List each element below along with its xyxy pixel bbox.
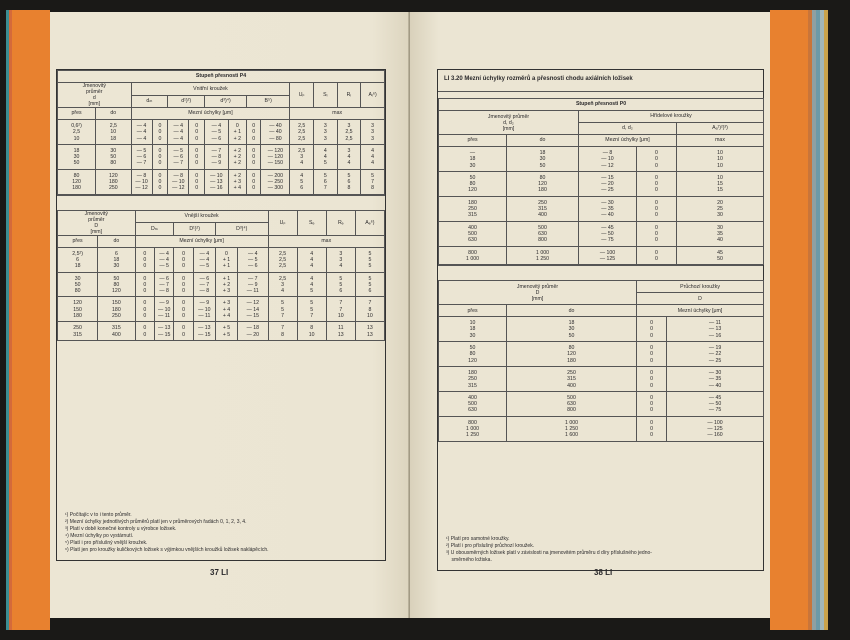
table-cell: 0 0 0 bbox=[637, 317, 667, 342]
footnote: směrného ložiska. bbox=[446, 557, 492, 563]
table-row bbox=[439, 196, 764, 221]
table-cell: 1 000 1 250 1 600 bbox=[507, 416, 637, 441]
table-cell: 250 315 bbox=[58, 322, 98, 341]
table-cell: — 6 — 7 — 8 bbox=[193, 272, 215, 297]
table-cell: 3 3 3 bbox=[313, 120, 337, 145]
table-cell: — 7 — 8 — 9 bbox=[205, 144, 229, 169]
left-table-frame bbox=[56, 69, 386, 561]
table-cell: — 13 — 15 bbox=[154, 322, 173, 341]
table-row bbox=[58, 120, 385, 145]
col-header: d¹)²) bbox=[168, 95, 205, 108]
table-cell: 0 0 0 bbox=[135, 247, 154, 272]
nominal-diameter-header: Jmenovitý průměr d, d₂ [mm] bbox=[439, 111, 579, 135]
nominal-diameter-header: Jmenovitý průměr D [mm] bbox=[58, 210, 136, 235]
table-cell: 2,5 10 18 bbox=[96, 120, 131, 145]
table-cell: — 12 — 14 — 15 bbox=[238, 297, 268, 322]
table-cell: — 5 — 6 — 7 bbox=[131, 144, 152, 169]
table-cell: 11 13 bbox=[326, 322, 355, 341]
table-cell: 400 500 630 bbox=[439, 221, 507, 246]
table-cell: + 5 + 5 bbox=[215, 322, 237, 341]
table-row bbox=[439, 366, 764, 391]
table-cell: 180 250 315 bbox=[439, 366, 507, 391]
table-cell: 0 0 0 bbox=[637, 391, 667, 416]
table-cell: 150 180 250 bbox=[98, 297, 135, 322]
table-cell: — 4 — 4 — 4 bbox=[168, 120, 189, 145]
sub-header: D bbox=[637, 293, 764, 305]
table-cell: 5 5 6 bbox=[326, 272, 355, 297]
table-cell: 2,5 2,5 2,5 bbox=[268, 247, 297, 272]
table-cell: 800 1 000 1 250 bbox=[439, 416, 507, 441]
table-cell: — 15 — 20 — 25 bbox=[579, 171, 637, 196]
table-cell: — 18 30 bbox=[439, 147, 507, 172]
table-cell: 2,5 2,5 2,5 bbox=[290, 120, 314, 145]
table-row bbox=[439, 342, 764, 367]
table-cell: 0 0 bbox=[174, 322, 193, 341]
table-cell: 2,5 3 4 bbox=[268, 272, 297, 297]
precision-grade-title: Stupeň přesnosti P0 bbox=[439, 99, 764, 111]
table-cell: 800 1 000 bbox=[439, 246, 507, 265]
table-cell: 6 18 30 bbox=[98, 247, 135, 272]
deviation-header: Mezní úchylky [μm] bbox=[579, 135, 677, 147]
table-cell: 0 0 0 bbox=[189, 144, 205, 169]
table-row bbox=[439, 391, 764, 416]
table-row bbox=[439, 246, 764, 265]
table-cell: + 3 + 4 + 4 bbox=[215, 297, 237, 322]
table-row bbox=[58, 247, 385, 272]
table-cell: — 5 — 6 — 7 bbox=[168, 144, 189, 169]
table-cell: 0 0 0 bbox=[247, 144, 261, 169]
table-cell: 20 25 30 bbox=[677, 196, 764, 221]
table-cell: 13 13 bbox=[355, 322, 384, 341]
table-cell: 18 30 50 bbox=[58, 144, 96, 169]
table-cell: 120 180 250 bbox=[96, 169, 131, 194]
from-header: přes bbox=[58, 235, 98, 247]
col-header: Sₑ bbox=[297, 210, 326, 235]
shaft-ring-table bbox=[438, 98, 764, 265]
table-cell: 10 15 15 bbox=[677, 171, 764, 196]
table-cell: 0 0 0 bbox=[637, 171, 677, 196]
table-cell: 0 0 0 bbox=[637, 416, 667, 441]
table-cell: 80 120 180 bbox=[58, 169, 96, 194]
table-cell: 50 80 120 bbox=[439, 342, 507, 367]
footnote: ²) Platí i pro příslušný průchozí kroužek. bbox=[446, 543, 535, 549]
col-header: B⁵) bbox=[247, 95, 290, 108]
table-cell: — 4 — 5 — 6 bbox=[205, 120, 229, 145]
table-cell: 0 0 0 bbox=[174, 297, 193, 322]
table-cell: 0 0 0 bbox=[637, 147, 677, 172]
table-cell: + 1 + 2 + 3 bbox=[215, 272, 237, 297]
col-header: dₘ bbox=[131, 95, 168, 108]
table-row bbox=[58, 144, 385, 169]
table-cell: 50 80 120 bbox=[439, 171, 507, 196]
table-row bbox=[439, 416, 764, 441]
footnote: ³) Platí v době konečné kontroly u výrobce ložisek. bbox=[65, 526, 177, 532]
footnote: ¹) Platí pro samotné kroužky. bbox=[446, 536, 510, 542]
table-cell: 4 5 6 bbox=[290, 169, 314, 194]
table-cell: 5 5 7 bbox=[297, 297, 326, 322]
from-header: přes bbox=[439, 305, 507, 317]
table-cell: 0 0 0 bbox=[174, 247, 193, 272]
footnote: ³) U obousměrných ložisek platí v závislosti na jmenovitém průměru d díry příslušného jedno- bbox=[446, 550, 652, 556]
table-cell: 4 4 5 bbox=[313, 144, 337, 169]
table-cell: 180 250 315 bbox=[439, 196, 507, 221]
left-page bbox=[50, 12, 409, 618]
table-cell: — 200 — 250 — 300 bbox=[261, 169, 290, 194]
outer-ring-header: Vnější kroužek bbox=[135, 210, 268, 223]
table-cell: 5 5 6 bbox=[355, 272, 384, 297]
table-row bbox=[58, 297, 385, 322]
table-cell: 0 + 1 + 1 bbox=[215, 247, 237, 272]
col-header: Uₚ bbox=[268, 210, 297, 235]
nominal-diameter-header: Jmenovitý průměr d [mm] bbox=[58, 83, 132, 108]
page-number: 37 LI bbox=[210, 568, 229, 577]
table-cell: — 4 — 4 — 5 bbox=[154, 247, 173, 272]
table-cell: — 9 — 10 — 11 bbox=[154, 297, 173, 322]
footnote: ⁴) Mezní úchylky po vystárnutí. bbox=[65, 533, 134, 539]
left-footnotes bbox=[65, 512, 269, 554]
table-cell: 0 0 bbox=[135, 322, 154, 341]
table-cell: 4 4 4 bbox=[297, 247, 326, 272]
from-header: přes bbox=[439, 135, 507, 147]
table-cell: 0,6²) 2,5 10 bbox=[58, 120, 96, 145]
table-cell: 3 4 4 bbox=[337, 144, 361, 169]
right-cover-edge bbox=[770, 10, 832, 630]
table-cell: 30 35 40 bbox=[677, 221, 764, 246]
table-cell: 45 50 bbox=[677, 246, 764, 265]
table-cell: 500 630 800 bbox=[507, 221, 579, 246]
col-header: Sᵢ bbox=[313, 83, 337, 108]
table-cell: 5 6 7 bbox=[313, 169, 337, 194]
col-header: Uₚ bbox=[290, 83, 314, 108]
table-row bbox=[439, 221, 764, 246]
table-cell: 0 0 0 bbox=[152, 169, 168, 194]
col-header: Dₘ bbox=[135, 223, 174, 236]
table-row bbox=[58, 272, 385, 297]
col-header: D¹)²) bbox=[174, 223, 216, 236]
table-cell: — 19 — 22 — 25 bbox=[667, 342, 764, 367]
table-cell: 80 120 180 bbox=[507, 171, 579, 196]
deviation-header: Mezní úchylky [μm] bbox=[637, 305, 764, 317]
col-header: Rₑ bbox=[326, 210, 355, 235]
table-cell: 5 6 8 bbox=[337, 169, 361, 194]
housing-ring-table bbox=[438, 280, 764, 441]
right-footnotes bbox=[446, 536, 652, 564]
footnote: ⁶) Platí jen pro kroužky kuličkových ložisek s výjimkou vnějších kroužků ložisek naklápěcích. bbox=[65, 547, 269, 553]
col-header: Aₐ¹)²)³) bbox=[677, 123, 764, 135]
table-cell: — 100 — 125 — 160 bbox=[667, 416, 764, 441]
outer-ring-table bbox=[57, 210, 385, 341]
table-cell: 10 10 10 bbox=[677, 147, 764, 172]
to-header: do bbox=[507, 135, 579, 147]
table-cell: 7 8 10 bbox=[355, 297, 384, 322]
table-cell: 0 0 0 bbox=[637, 221, 677, 246]
table-cell: 4 4 4 bbox=[361, 144, 385, 169]
to-header: do bbox=[98, 235, 135, 247]
table-cell: 5 5 7 bbox=[268, 297, 297, 322]
table-cell: 10 18 30 bbox=[439, 317, 507, 342]
table-cell: + 2 + 2 + 2 bbox=[228, 144, 246, 169]
page-number: 38 LI bbox=[594, 568, 613, 577]
table-cell: — 13 — 15 bbox=[193, 322, 215, 341]
table-cell: — 45 — 50 — 75 bbox=[579, 221, 637, 246]
table-cell: — 8 — 10 — 12 bbox=[131, 169, 152, 194]
table-cell: 0 0 0 bbox=[135, 297, 154, 322]
table-cell: + 2 + 3 + 4 bbox=[228, 169, 246, 194]
table-cell: 30 50 80 bbox=[96, 144, 131, 169]
col-header: d³)⁴) bbox=[205, 95, 247, 108]
table-row bbox=[58, 169, 385, 194]
table-cell: — 40 — 40 — 80 bbox=[261, 120, 290, 145]
max-header: max bbox=[290, 108, 385, 120]
from-header: přes bbox=[58, 108, 96, 120]
to-header: do bbox=[507, 305, 637, 317]
table-cell: 2,5²) 6 18 bbox=[58, 247, 98, 272]
table-cell: — 10 — 13 — 16 bbox=[205, 169, 229, 194]
nominal-diameter-header: Jmenovitý průměr D [mm] bbox=[439, 281, 637, 305]
table-cell: 0 0 0 bbox=[189, 169, 205, 194]
footnote: ¹) Počítajíc v to i tento průměr. bbox=[65, 512, 132, 518]
table-cell: 0 0 0 bbox=[135, 272, 154, 297]
table-cell: 0 0 0 bbox=[247, 120, 261, 145]
table-cell: 120 150 180 bbox=[58, 297, 98, 322]
deviation-header: Mezní úchylky [μm] bbox=[131, 108, 290, 120]
table-cell: 3 3 3 bbox=[361, 120, 385, 145]
table-cell: 30 50 80 bbox=[58, 272, 98, 297]
to-header: do bbox=[96, 108, 131, 120]
table-cell: 0 0 0 bbox=[152, 144, 168, 169]
footnote: ⁵) Platí i pro příslušný vnější kroužek. bbox=[65, 540, 148, 546]
sub-header: d, d₂ bbox=[579, 123, 677, 135]
table-cell: 50 80 120 bbox=[98, 272, 135, 297]
table-cell: 400 500 630 bbox=[439, 391, 507, 416]
table-cell: 0 0 0 bbox=[247, 169, 261, 194]
footnote: ²) Mezní úchylky jednotlivých průměrů platí jen v průměrových řadách 0, 1, 2, 3, 4. bbox=[65, 519, 247, 525]
table-cell: 0 0 0 bbox=[637, 196, 677, 221]
table-cell: 3 2,5 2,5 bbox=[337, 120, 361, 145]
table-row bbox=[58, 322, 385, 341]
precision-grade-title: Stupeň přesnosti P4 bbox=[58, 71, 385, 83]
table-cell: — 30 — 35 — 40 bbox=[579, 196, 637, 221]
table-cell: 5 5 5 bbox=[355, 247, 384, 272]
table-cell: 2,5 3 4 bbox=[290, 144, 314, 169]
table-cell: — 18 — 20 bbox=[238, 322, 268, 341]
table-row bbox=[439, 147, 764, 172]
table-row bbox=[439, 317, 764, 342]
table-row bbox=[439, 171, 764, 196]
table-cell: 80 120 180 bbox=[507, 342, 637, 367]
right-table-frame bbox=[437, 69, 764, 571]
max-header: max bbox=[677, 135, 764, 147]
table-cell: — 30 — 35 — 40 bbox=[667, 366, 764, 391]
max-header: max bbox=[268, 235, 384, 247]
table-cell: — 8 — 10 — 12 bbox=[579, 147, 637, 172]
col-header: Aₑ⁶) bbox=[355, 210, 384, 235]
table-cell: 18 30 50 bbox=[507, 317, 637, 342]
shaft-ring-header: Hřídelové kroužky bbox=[579, 111, 764, 123]
table-cell: 3 3 4 bbox=[326, 247, 355, 272]
table-cell: 0 0 0 bbox=[152, 120, 168, 145]
table-cell: — 4 — 5 — 6 bbox=[238, 247, 268, 272]
table-cell: — 11 — 13 — 16 bbox=[667, 317, 764, 342]
right-page bbox=[410, 12, 770, 618]
table-cell: 0 0 0 bbox=[189, 120, 205, 145]
housing-ring-header: Průchozí kroužky bbox=[637, 281, 764, 293]
table-cell: 250 315 400 bbox=[507, 366, 637, 391]
table-cell: 250 315 400 bbox=[507, 196, 579, 221]
table-cell: — 4 — 4 — 5 bbox=[193, 247, 215, 272]
table-cell: — 7 — 9 — 11 bbox=[238, 272, 268, 297]
table-cell: 0 0 0 bbox=[637, 366, 667, 391]
table-cell: 8 10 bbox=[297, 322, 326, 341]
left-cover-edge bbox=[6, 10, 50, 630]
table-cell: — 120 — 120 — 150 bbox=[261, 144, 290, 169]
table-cell: 0 0 0 bbox=[637, 342, 667, 367]
table-cell: 5 7 8 bbox=[361, 169, 385, 194]
table-cell: 4 4 5 bbox=[297, 272, 326, 297]
table-cell: — 6 — 7 — 8 bbox=[154, 272, 173, 297]
inner-ring-header: Vnitřní kroužek bbox=[131, 83, 290, 96]
table-cell: 0 0 bbox=[637, 246, 677, 265]
table-cell: 7 8 bbox=[268, 322, 297, 341]
table-cell: — 9 — 10 — 11 bbox=[193, 297, 215, 322]
table-cell: 315 400 bbox=[98, 322, 135, 341]
inner-ring-table bbox=[57, 70, 385, 195]
section-heading: LI 3.20 Mezní úchylky rozměrů a přesnosti chodu axiálních ložisek bbox=[444, 76, 633, 82]
table-cell: 500 630 800 bbox=[507, 391, 637, 416]
table-cell: 0 0 0 bbox=[174, 272, 193, 297]
table-cell: 18 30 50 bbox=[507, 147, 579, 172]
table-cell: — 100 — 125 bbox=[579, 246, 637, 265]
table-cell: — 8 — 10 — 12 bbox=[168, 169, 189, 194]
col-header: D³)⁴) bbox=[215, 223, 268, 236]
col-header: Aᵢ⁶) bbox=[361, 83, 385, 108]
table-cell: 7 7 10 bbox=[326, 297, 355, 322]
table-cell: — 4 — 4 — 4 bbox=[131, 120, 152, 145]
deviation-header: Mezní úchylky [μm] bbox=[135, 235, 268, 247]
table-cell: — 45 — 50 — 75 bbox=[667, 391, 764, 416]
col-header: Rᵢ bbox=[337, 83, 361, 108]
table-cell: 0 + 1 + 2 bbox=[228, 120, 246, 145]
table-cell: 1 000 1 250 bbox=[507, 246, 579, 265]
